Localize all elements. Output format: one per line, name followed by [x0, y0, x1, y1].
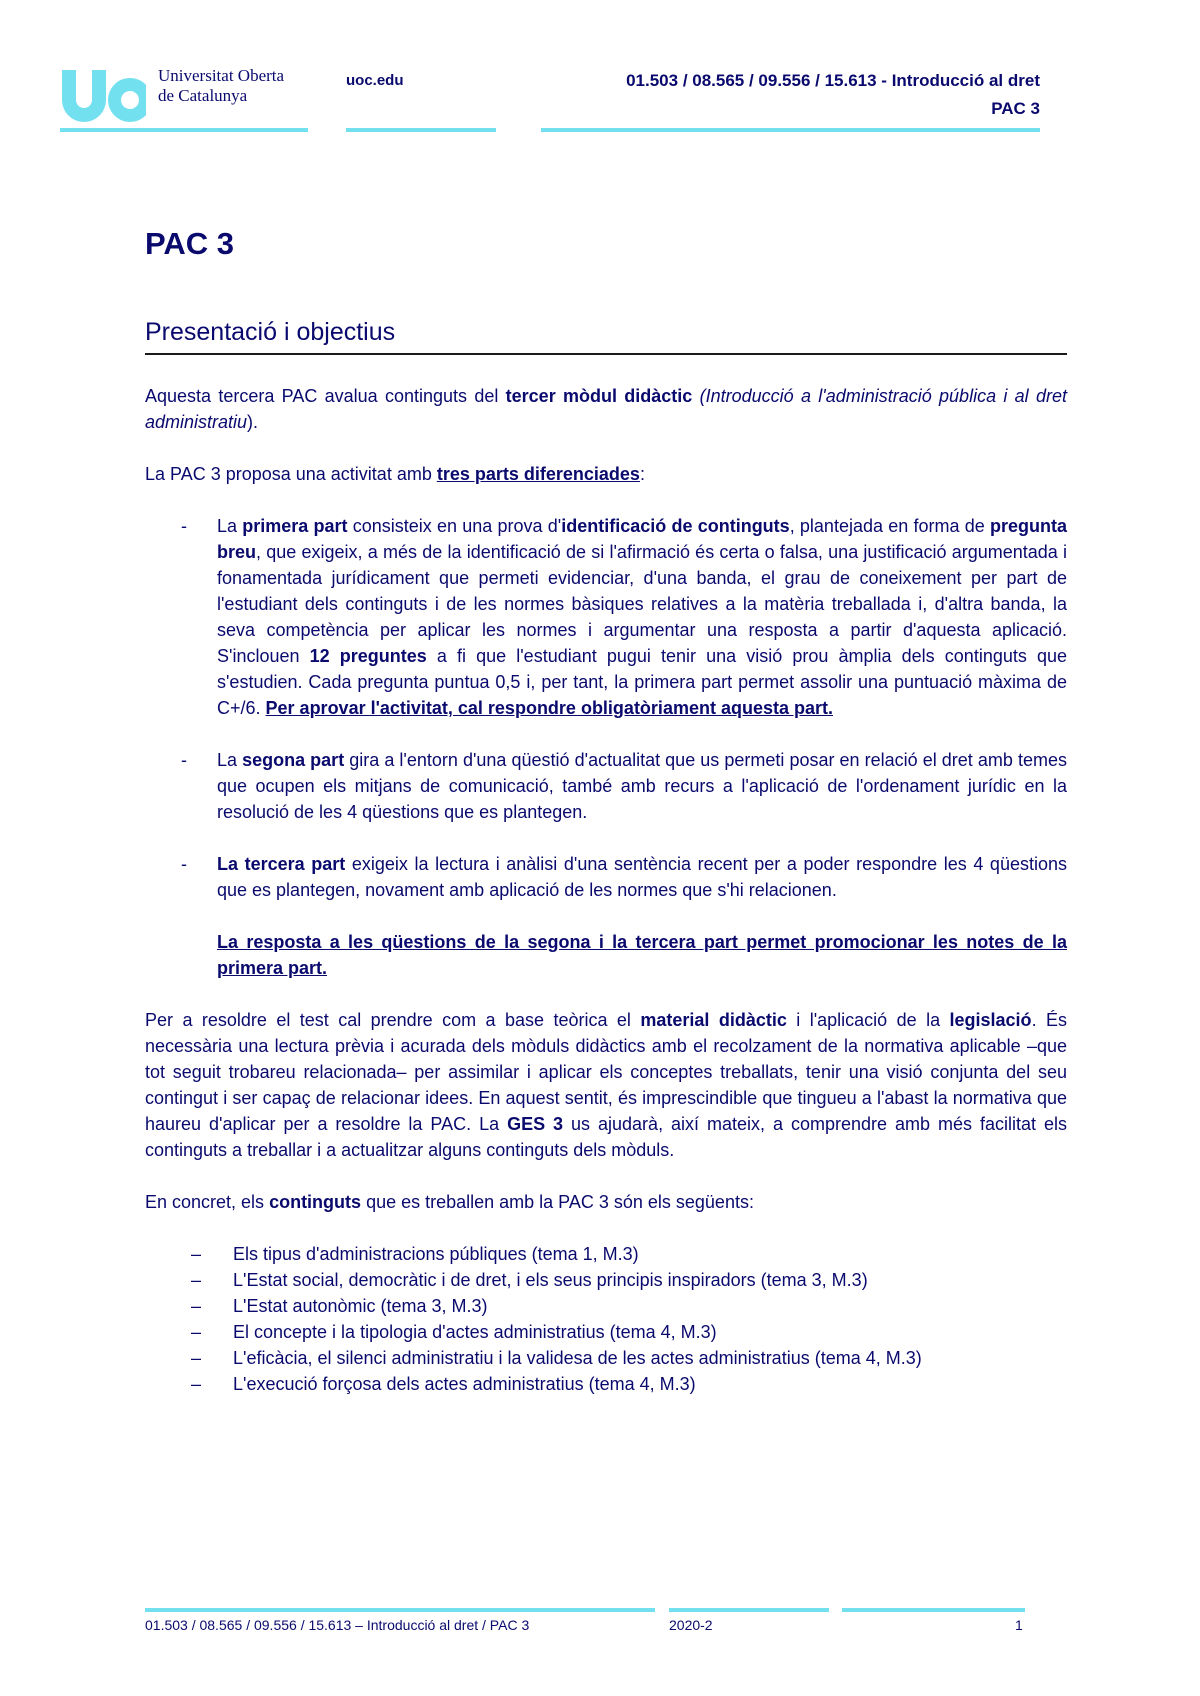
- part1-t5: a fi que l'estudiant pugui tenir una visió prou àmplia dels continguts que s'estudien. Cada pregunta puntua 0,5 i, per tant, la primera part permet assolir una puntuació màxima de C+/6.: [217, 646, 1067, 718]
- part1-b4: 12 preguntes: [309, 646, 427, 666]
- footer-rule-2: [669, 1608, 829, 1612]
- part1-t1: La: [217, 516, 243, 536]
- topic-text: El concepte i la tipologia d'actes administratius (tema 4, M.3): [233, 1322, 717, 1342]
- part3-text: [217, 851, 1067, 903]
- intro-italic: (Introducció a l'administració pública i al dret administratiu: [145, 386, 1067, 432]
- part2-t2: gira a l'entorn d'una qüestió d'actualitat que us permeti posar en relació el dret amb temes que ocupen els mitjans de comunicació, també amb recurs a l'aplicació de l'ordenament jurídic en la resolució de les 4 qüestions que es plantegen.: [217, 750, 1067, 822]
- part1-b3: pregunta breu: [217, 516, 1067, 562]
- header-rule-1: [60, 128, 308, 132]
- proposal-text: La PAC 3 proposa una activitat amb: [145, 464, 437, 484]
- footer-rule-1: [145, 1608, 655, 1612]
- topics-list: [145, 1241, 1067, 1397]
- part1-t2: consisteix en una prova d': [347, 516, 562, 536]
- proposal-paragraph: [145, 461, 1067, 487]
- part1-item: [145, 513, 1067, 721]
- list-item: [145, 1345, 1067, 1371]
- topic-text: L'execució forçosa dels actes administratius (tema 4, M.3): [233, 1374, 696, 1394]
- university-name-line2: de Catalunya: [158, 86, 248, 105]
- site-link[interactable]: uoc.edu: [346, 72, 404, 89]
- part1-b2: identificació de continguts: [561, 516, 790, 536]
- proposal-text-end: :: [639, 464, 645, 484]
- topic-dash: –: [191, 1270, 202, 1290]
- contents-t2: que es treballen amb la PAC 3 són els següents:: [361, 1192, 754, 1212]
- part1-t3: , plantejada en forma de: [789, 516, 990, 536]
- intro-text-end: ).: [247, 412, 259, 432]
- section-heading: Presentació i objectius: [145, 318, 1067, 355]
- part1-b1: primera part: [242, 516, 348, 536]
- intro-paragraph: [145, 383, 1067, 435]
- part3-item: [145, 851, 1067, 903]
- header-course: 01.503 / 08.565 / 09.556 / 15.613 - Introducció al dret: [626, 71, 1040, 90]
- resolve-b3: GES 3: [507, 1114, 564, 1134]
- resolve-b2: legislació: [949, 1010, 1032, 1030]
- resolve-paragraph: [145, 1007, 1067, 1163]
- resolve-b1: material didàctic: [640, 1010, 787, 1030]
- contents-intro: [145, 1189, 1067, 1215]
- topic-dash: –: [191, 1322, 202, 1342]
- resolve-t2: i l'aplicació de la: [786, 1010, 950, 1030]
- topic-dash: –: [191, 1348, 202, 1368]
- part3-b1: La tercera part: [217, 854, 346, 874]
- university-name: [158, 66, 284, 106]
- contents-t1: En concret, els: [145, 1192, 270, 1212]
- topic-text: L'Estat social, democràtic i de dret, i els seus principis inspiradors (tema 3, M.3): [233, 1270, 868, 1290]
- part2-b1: segona part: [242, 750, 345, 770]
- header-rule-3: [541, 128, 1040, 132]
- proposal-underlined: tres parts diferenciades: [436, 464, 640, 484]
- promotion-note: [145, 929, 1067, 981]
- footer-page-number: 1: [1015, 1617, 1023, 1633]
- resolve-t3: . És necessària una lectura prèvia i acurada dels mòduls didàctics amb el recolzament de la normativa aplicable –que tot seguit trobareu relacionada– per assimilar i aplicar els conceptes treballats, tenir una visió conjunta del seu contingut i ser capaç de relacionar idees. En aquest sentit, és imprescindible que tingueu a l'abast la normativa que haureu d'aplicar per a resoldre la PAC. La: [145, 1010, 1067, 1134]
- list-item: [145, 1371, 1067, 1397]
- footer-rule-3: [842, 1608, 1025, 1612]
- header-rule-2: [346, 128, 496, 132]
- part2-text: [217, 747, 1067, 825]
- topic-dash: –: [191, 1296, 202, 1316]
- intro-bold: tercer mòdul didàctic: [505, 386, 693, 406]
- promotion-note-text: La resposta a les qüestions de la segona i la tercera part permet promocionar les notes de la primera part.: [217, 932, 1067, 978]
- intro-text: Aquesta tercera PAC avalua continguts del: [145, 386, 506, 406]
- list-item: [145, 1293, 1067, 1319]
- topic-text: L'eficàcia, el silenci administratiu i la validesa de les actes administratius (tema 4, M.3): [233, 1348, 922, 1368]
- part1-mandatory-note: Per aprovar l'activitat, cal respondre obligatòriament aquesta part.: [265, 698, 833, 718]
- resolve-t1: Per a resoldre el test cal prendre com a base teòrica el: [145, 1010, 641, 1030]
- list-item: [145, 1267, 1067, 1293]
- bullet-dash: -: [181, 750, 187, 770]
- part1-t4: , que exigeix, a més de la identificació de si l'afirmació és certa o falsa, una justificació argumentada i fonamentada jurídicament que permeti evidenciar, d'una banda, el grau de coneixement per part de l'estudiant dels continguts i de les normes bàsiques relatives a la matèria treballada i, d'altra banda, la seva competència per aplicar les normes i argumentar una resposta a partir d'aquesta aplicació. S'inclouen: [217, 542, 1067, 666]
- bullet-dash: -: [181, 516, 187, 536]
- topic-text: L'Estat autonòmic (tema 3, M.3): [233, 1296, 488, 1316]
- uoc-logo-icon: [60, 62, 146, 132]
- contents-b1: continguts: [269, 1192, 362, 1212]
- footer-semester: 2020-2: [669, 1617, 713, 1633]
- footer-course: 01.503 / 08.565 / 09.556 / 15.613 – Introducció al dret / PAC 3: [145, 1617, 530, 1633]
- document-body: [145, 383, 1067, 1397]
- topic-dash: –: [191, 1244, 202, 1264]
- topic-dash: –: [191, 1374, 202, 1394]
- bullet-dash: -: [181, 854, 187, 874]
- part2-t1: La: [217, 750, 243, 770]
- part1-text: [217, 513, 1067, 721]
- part2-item: [145, 747, 1067, 825]
- page-title: PAC 3: [145, 226, 235, 261]
- header-pac: PAC 3: [991, 99, 1040, 118]
- university-name-line1: Universitat Oberta: [158, 66, 285, 85]
- topic-text: Els tipus d'administracions públiques (tema 1, M.3): [233, 1244, 639, 1264]
- list-item: [145, 1319, 1067, 1345]
- resolve-t4: us ajudarà, així mateix, a comprendre amb més facilitat els continguts a treballar i a actualitzar alguns continguts dels mòduls.: [145, 1114, 1067, 1160]
- part3-t1: exigeix la lectura i anàlisi d'una sentència recent per a poder respondre les 4 qüestions que es plantegen, novament amb aplicació de les normes que s'hi relacionen.: [217, 854, 1067, 900]
- list-item: [145, 1241, 1067, 1267]
